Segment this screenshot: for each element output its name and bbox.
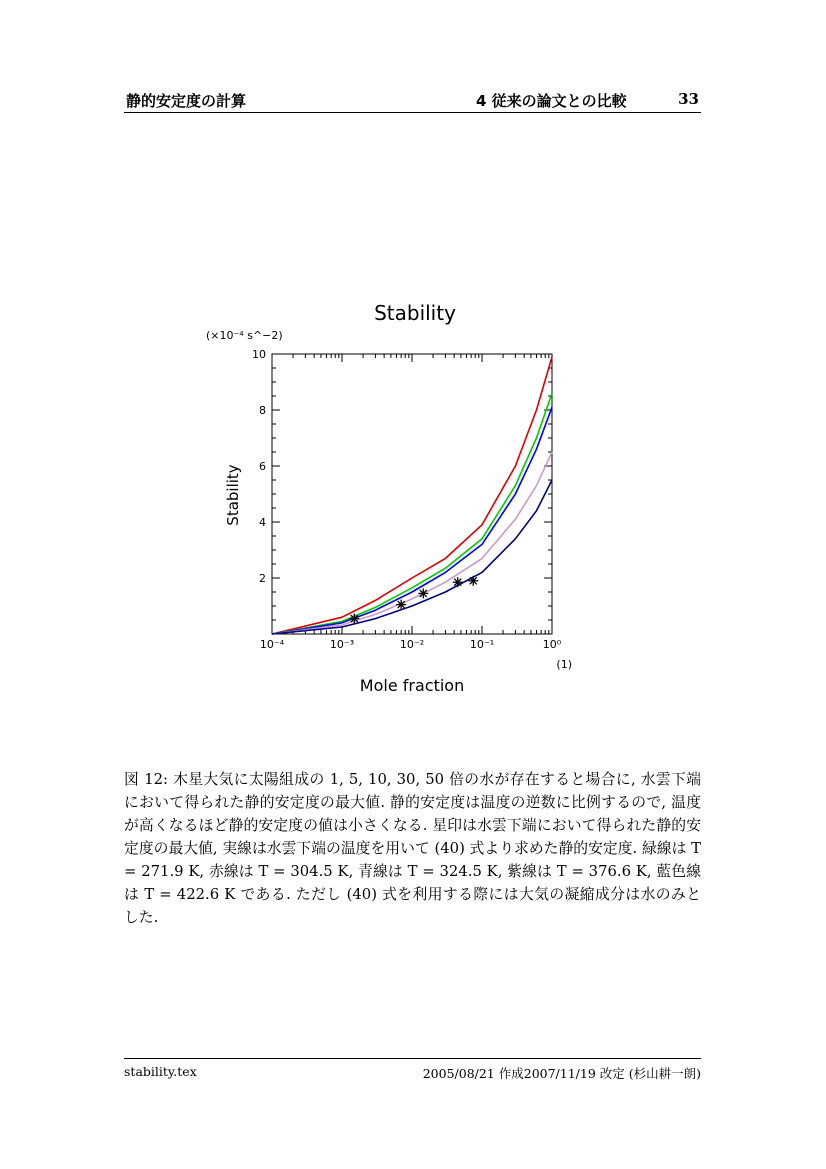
stability-chart xyxy=(180,290,600,710)
header-section: 4 従来の論文との比較 xyxy=(476,92,627,110)
footer-date: 2005/08/21 作成2007/11/19 改定 (杉山耕一朗) xyxy=(422,1066,701,1081)
star-marker xyxy=(468,576,478,586)
x-axis-label: Mole fraction xyxy=(359,676,465,695)
axis-ticks xyxy=(252,348,562,651)
x-tick-label: 10⁻¹ xyxy=(469,638,495,651)
footer-filename: stability.tex xyxy=(124,1064,197,1079)
y-tick-label: 10 xyxy=(252,348,266,361)
page-header xyxy=(124,86,701,113)
series-lines xyxy=(272,357,552,634)
x-unit-label: (1) xyxy=(556,658,572,671)
x-tick-label: 10⁰ xyxy=(542,638,562,651)
y-axis-label: Stability xyxy=(224,464,242,526)
star-marker xyxy=(453,577,463,587)
header-title: 静的安定度の計算 xyxy=(126,92,247,110)
page-number: 33 xyxy=(678,90,699,108)
figure-caption: 図 12: 木星大気に太陽組成の 1, 5, 10, 30, 50 倍の水が存在すると場合に, 水雲下端において得られた静的安定度の最大値. 静的安定度は温度の逆数に比例するので, 温度が高くなるほど静的安定度の値は小さくなる. 星印は水雲下端において得られた静的安定度の最大値, 実線は水雲下端の温度を用いて (40) 式より求めた静的安定度. 緑線は T = 271.9 K, 赤線は T = 304.5 K, 青線は T = 324.5 K, 紫線は T = 376.6 K, 藍色線は T = 422.6 K である. ただし (40) 式を利用する際には大気の凝縮成分は水のみとした. xyxy=(124,771,701,926)
series-line xyxy=(272,407,552,634)
y-tick-label: 6 xyxy=(259,460,266,473)
y-tick-label: 8 xyxy=(259,404,266,417)
x-tick-label: 10⁻⁴ xyxy=(259,638,285,651)
x-tick-label: 10⁻³ xyxy=(329,638,355,651)
y-tick-label: 4 xyxy=(259,516,266,529)
x-tick-label: 10⁻² xyxy=(399,638,425,651)
y-tick-label: 2 xyxy=(259,572,266,585)
y-unit-label: (×10⁻⁴ s^−2) xyxy=(206,329,283,342)
star-marker xyxy=(418,588,428,598)
chart-title: Stability xyxy=(374,301,456,325)
series-line xyxy=(272,393,552,634)
page-footer xyxy=(124,1058,701,1083)
star-marker xyxy=(396,600,406,610)
